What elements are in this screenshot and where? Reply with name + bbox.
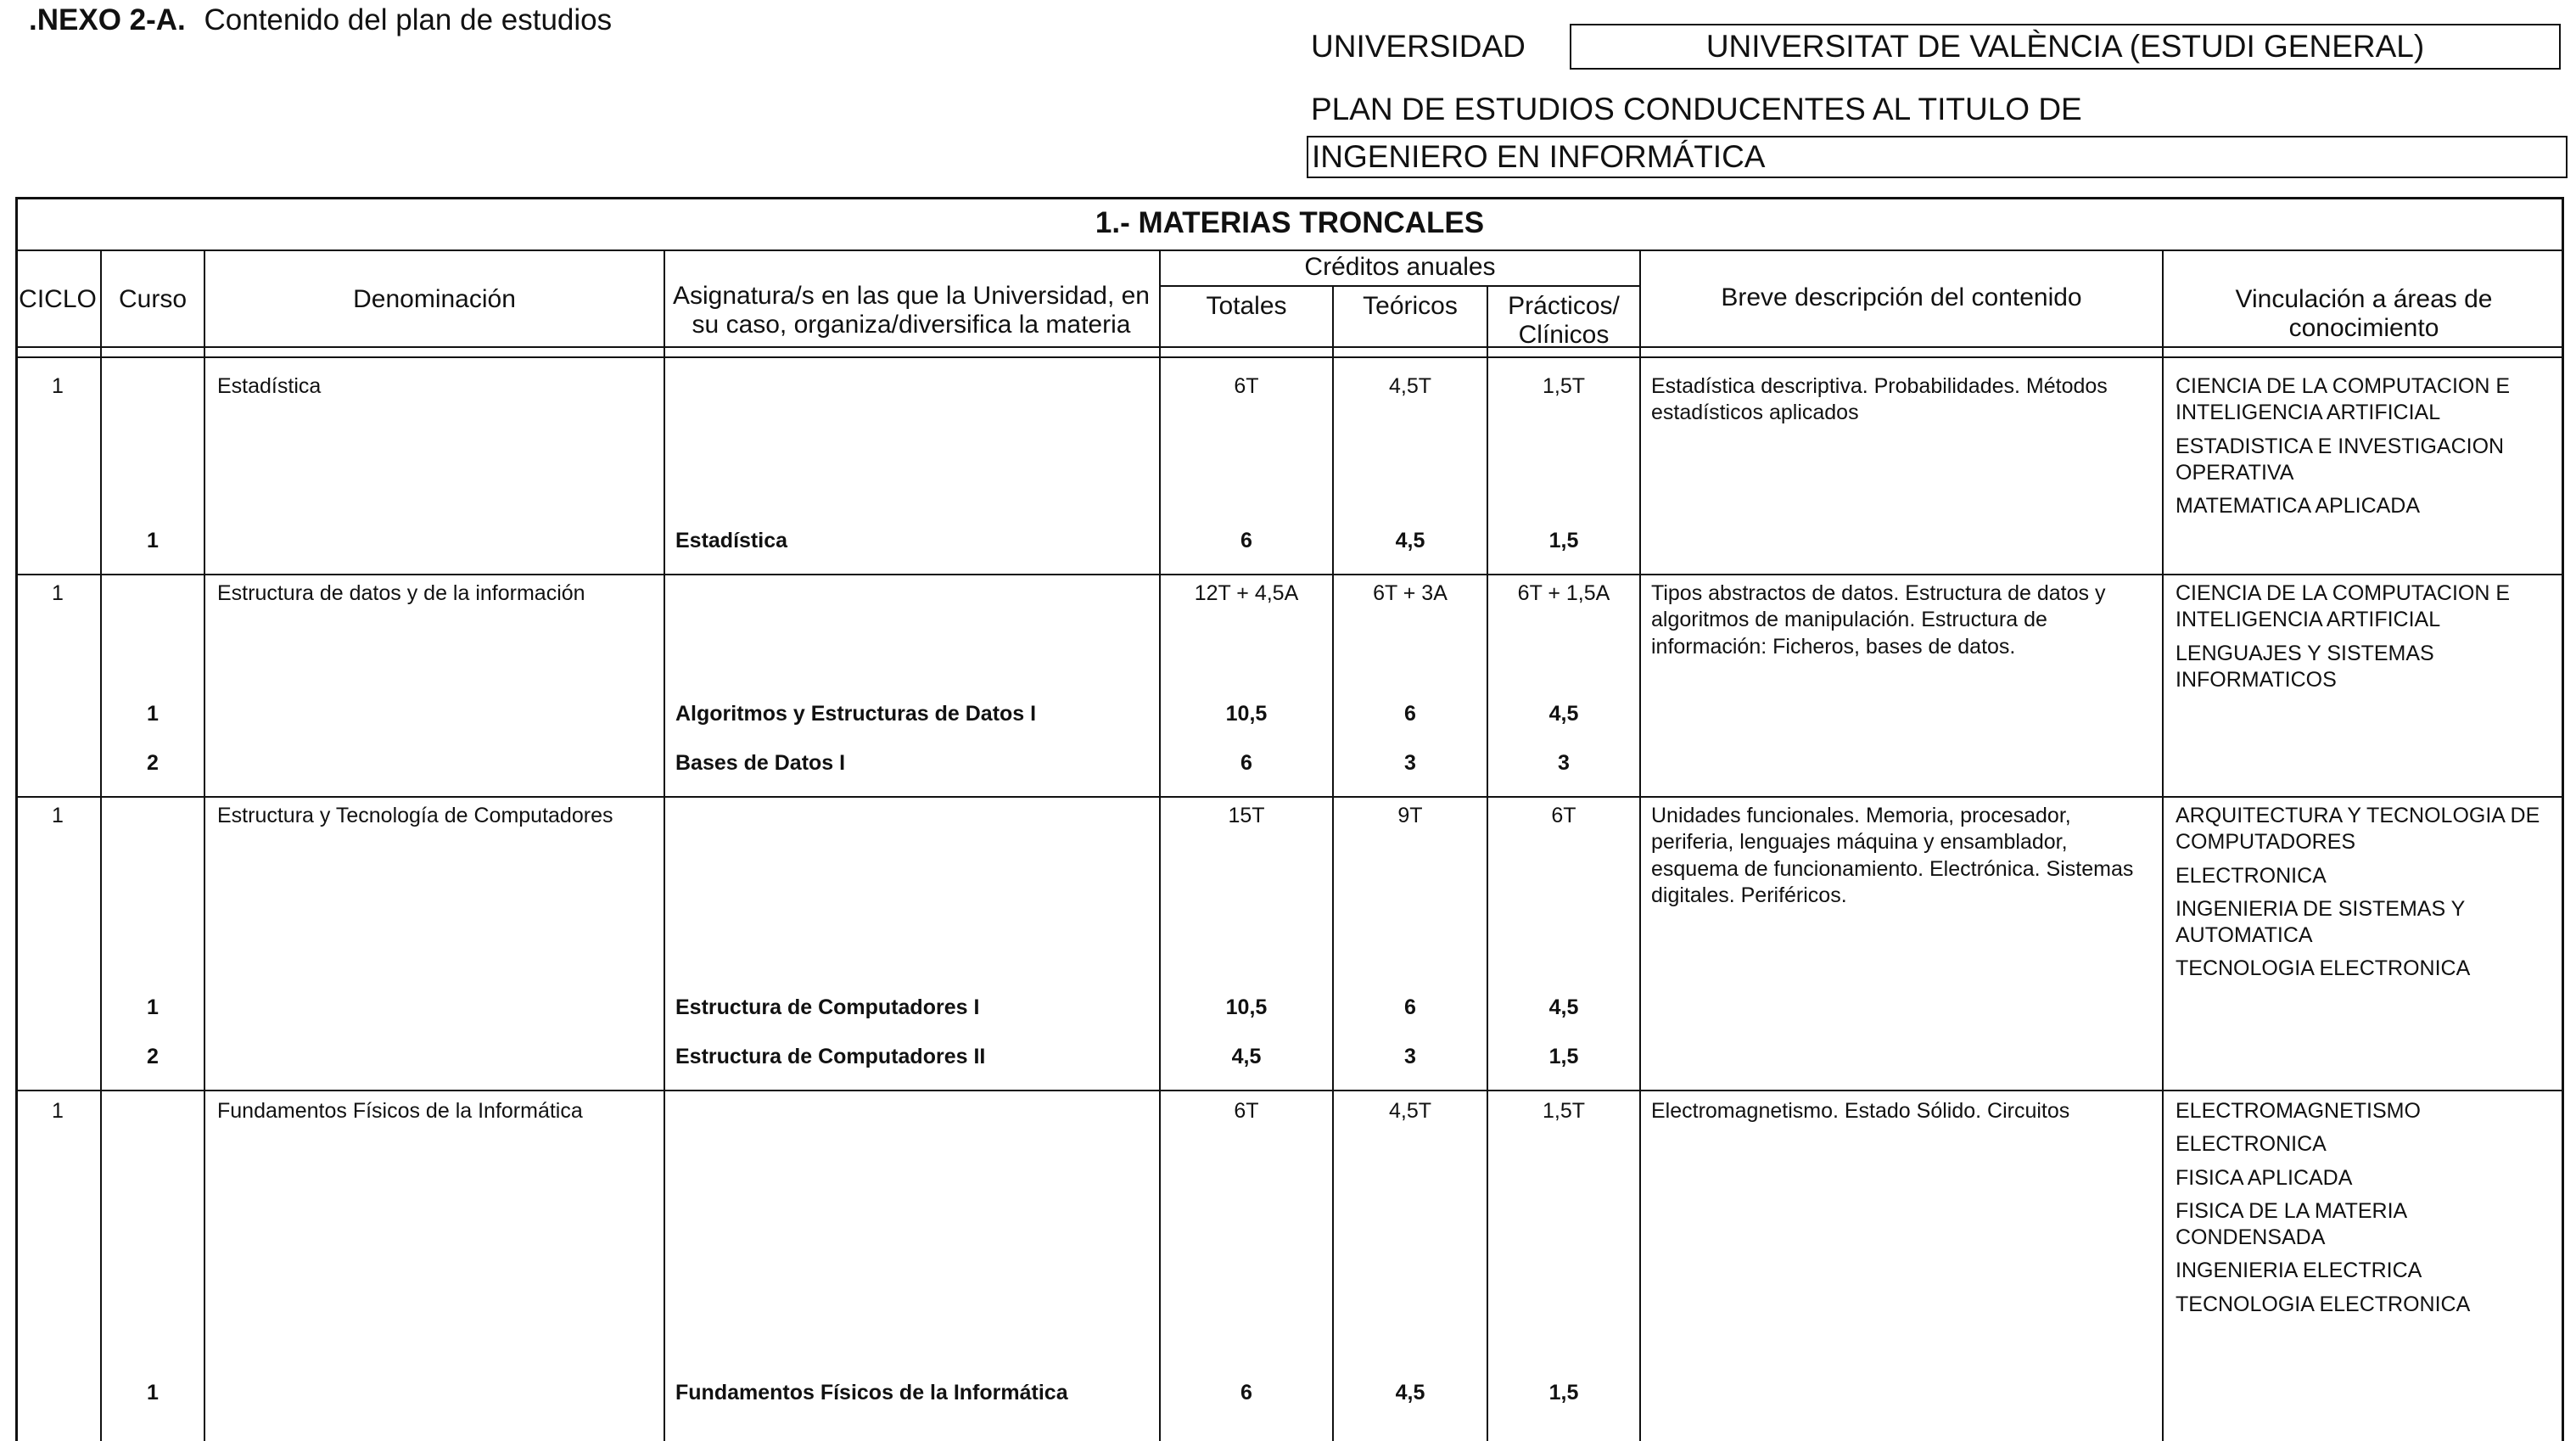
col-header-vinculacion: Vinculación a áreas de conocimiento (2235, 285, 2493, 342)
materia-teoricos: 4,5T (1388, 1099, 1432, 1123)
area-item: ELECTROMAGNETISMO (2176, 1099, 2421, 1123)
asignatura-curso: 1 (147, 995, 159, 1019)
area-item: MATEMATICA APLICADA (2176, 494, 2421, 518)
plan-label: PLAN DE ESTUDIOS CONDUCENTES AL TITULO DE (1311, 92, 2082, 126)
asignatura-practicos: 3 (1558, 751, 1570, 775)
table-rule (2162, 250, 2164, 1441)
asignatura-practicos: 4,5 (1548, 702, 1579, 726)
area-item: ESTADISTICA E INVESTIGACION OPERATIVA (2176, 434, 2505, 485)
asignatura-teoricos: 3 (1404, 751, 1416, 775)
materia-totales: 6T (1234, 1099, 1259, 1123)
materia-ciclo: 1 (52, 804, 64, 827)
asignatura-totales: 6 (1240, 529, 1252, 552)
table-rule (1159, 250, 1161, 1441)
materia-denominacion: Estructura de datos y de la información (217, 581, 585, 605)
asignatura-curso: 2 (147, 1045, 159, 1068)
annex-title: Contenido del plan de estudios (204, 3, 613, 36)
materia-areas (2176, 803, 2559, 990)
materia-practicos: 1,5T (1542, 1099, 1586, 1123)
materia-denominacion: Fundamentos Físicos de la Informática (217, 1099, 583, 1123)
asignatura-teoricos: 4,5 (1395, 1381, 1425, 1405)
materia-areas (2176, 1098, 2559, 1325)
asignatura-teoricos: 6 (1404, 995, 1416, 1019)
area-item: INGENIERIA ELECTRICA (2176, 1259, 2422, 1283)
asignatura-curso: 1 (147, 1381, 159, 1405)
asignatura-totales: 6 (1240, 751, 1252, 775)
table-rule (100, 250, 102, 1441)
area-item: LENGUAJES Y SISTEMAS INFORMATICOS (2176, 641, 2434, 692)
area-item: TECNOLOGIA ELECTRONICA (2176, 956, 2471, 981)
materia-teoricos: 4,5T (1388, 374, 1432, 398)
materia-ciclo: 1 (52, 374, 64, 398)
area-item: TECNOLOGIA ELECTRONICA (2176, 1292, 2471, 1316)
materia-areas (2176, 373, 2559, 526)
table-rule (15, 356, 2564, 358)
asignatura-nombre: Algoritmos y Estructuras de Datos I (675, 702, 1037, 726)
table-rule (1332, 285, 1334, 1441)
annex-heading (29, 3, 612, 37)
asignatura-nombre: Estructura de Computadores II (675, 1045, 986, 1068)
asignatura-nombre: Fundamentos Físicos de la Informática (675, 1381, 1068, 1405)
asignatura-practicos: 1,5 (1548, 529, 1579, 552)
area-item: ELECTRONICA (2176, 1132, 2327, 1157)
materia-descripcion: Estadística descriptiva. Probabilidades. Métodos estadísticos aplicados (1651, 374, 2108, 425)
asignatura-practicos: 4,5 (1548, 995, 1579, 1019)
asignatura-nombre: Estadística (675, 529, 788, 552)
asignatura-teoricos: 6 (1404, 702, 1416, 726)
materia-descripcion: Tipos abstractos de datos. Estructura de datos y algoritmos de manipulación. Estructura de información: Ficheros, bases de datos. (1651, 581, 2106, 659)
area-item: ARQUITECTURA Y TECNOLOGIA DE COMPUTADORES (2176, 804, 2540, 855)
annex-label: .NEXO 2-A. (29, 3, 186, 36)
table-rule (1161, 285, 1641, 287)
materia-areas (2176, 580, 2559, 700)
materia-totales: 15T (1228, 804, 1265, 827)
asignatura-curso: 2 (147, 751, 159, 775)
materia-totales: 6T (1234, 374, 1259, 398)
area-item: INGENIERIA DE SISTEMAS Y AUTOMATICA (2176, 896, 2465, 947)
table-rule (1487, 285, 1488, 1441)
asignatura-teoricos: 4,5 (1395, 529, 1425, 552)
asignatura-totales: 10,5 (1225, 995, 1268, 1019)
materia-separator (15, 574, 2564, 575)
asignatura-nombre: Bases de Datos I (675, 751, 846, 775)
col-header-teoricos: Teóricos (1363, 292, 1458, 320)
table-rule (204, 250, 205, 1441)
col-header-creditos: Créditos anuales (1304, 253, 1496, 281)
asignatura-curso: 1 (147, 702, 159, 726)
asignatura-nombre: Estructura de Computadores I (675, 995, 980, 1019)
materia-separator (15, 1090, 2564, 1091)
asignatura-totales: 6 (1240, 1381, 1252, 1405)
col-header-practicos: Prácticos/ Clínicos (1508, 292, 1620, 349)
materia-practicos: 6T (1551, 804, 1576, 827)
materia-ciclo: 1 (52, 581, 64, 605)
table-rule (15, 250, 2564, 251)
area-item: FISICA APLICADA (2176, 1165, 2353, 1190)
col-header-denominacion: Denominación (353, 285, 516, 313)
materia-teoricos: 6T + 3A (1373, 581, 1448, 605)
university-name: UNIVERSITAT DE VALÈNCIA (ESTUDI GENERAL) (1570, 24, 2561, 70)
col-header-totales: Totales (1206, 292, 1287, 320)
table-rule (664, 250, 665, 1441)
materia-descripcion: Unidades funcionales. Memoria, procesador, periferia, lenguajes máquina y ensamblador, esquema de funcionamiento. Electrónica. Sistemas digitales. Periféricos. (1651, 804, 2134, 907)
asignatura-curso: 1 (147, 529, 159, 552)
col-header-descripcion: Breve descripción del contenido (1721, 283, 2082, 311)
area-item: CIENCIA DE LA COMPUTACION E INTELIGENCIA ARTIFICIAL (2176, 374, 2511, 425)
materia-practicos: 6T + 1,5A (1517, 581, 1610, 605)
col-header-asignaturas: Asignatura/s en las que la Universidad, en su caso, organiza/diversifica la materia (672, 282, 1150, 339)
materia-totales: 12T + 4,5A (1194, 581, 1299, 605)
degree-title: INGENIERO EN INFORMÁTICA (1307, 136, 2568, 178)
materia-denominacion: Estadística (217, 374, 322, 398)
university-label: UNIVERSIDAD (1311, 29, 1526, 64)
materia-practicos: 1,5T (1542, 374, 1586, 398)
asignatura-totales: 4,5 (1231, 1045, 1262, 1068)
asignatura-practicos: 1,5 (1548, 1045, 1579, 1068)
area-item: CIENCIA DE LA COMPUTACION E INTELIGENCIA ARTIFICIAL (2176, 581, 2511, 632)
asignatura-teoricos: 3 (1404, 1045, 1416, 1068)
col-header-ciclo: CICLO (19, 285, 97, 313)
materia-denominacion: Estructura y Tecnología de Computadores (217, 804, 613, 827)
materia-separator (15, 796, 2564, 798)
area-item: ELECTRONICA (2176, 863, 2327, 888)
section-title: 1.- MATERIAS TRONCALES (1095, 206, 1485, 239)
asignatura-practicos: 1,5 (1548, 1381, 1579, 1405)
materia-ciclo: 1 (52, 1099, 64, 1123)
area-item: FISICA DE LA MATERIA CONDENSADA (2176, 1198, 2406, 1249)
col-header-curso: Curso (118, 285, 188, 313)
asignatura-totales: 10,5 (1225, 702, 1268, 726)
table-rule (1639, 250, 1641, 1441)
table-rule (15, 346, 2564, 348)
materia-teoricos: 9T (1397, 804, 1423, 827)
materia-descripcion: Electromagnetismo. Estado Sólido. Circuitos (1651, 1099, 2070, 1123)
